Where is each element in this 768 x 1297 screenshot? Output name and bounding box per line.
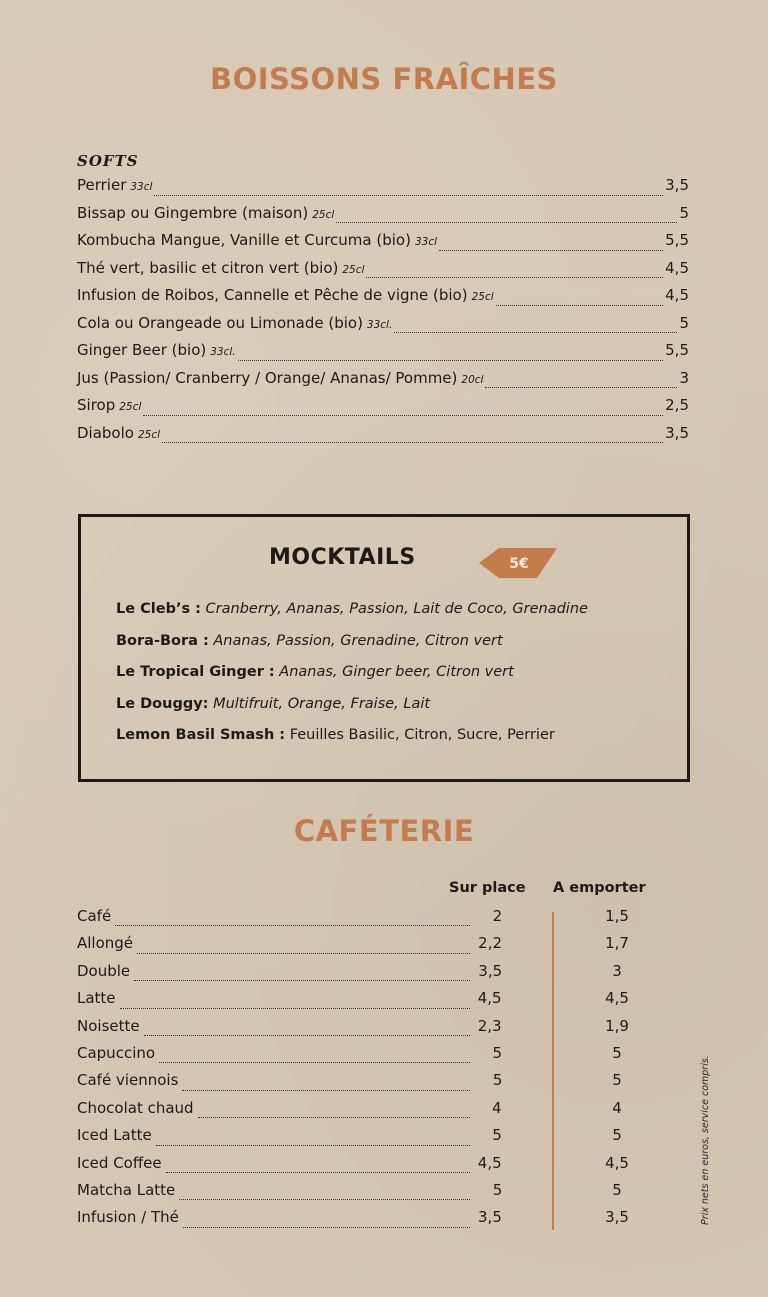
cafe-item-name: Matcha Latte: [77, 1180, 176, 1199]
dot-leader: [143, 415, 663, 416]
cafe-item: [77, 1099, 677, 1126]
dot-leader: [485, 387, 677, 388]
softs-list: [77, 176, 689, 451]
section-title-boissons: BOISSONS FRAÎCHES: [209, 62, 559, 96]
softs-item-name: Infusion de Roibos, Cannelle et Pêche de vigne (bio): [77, 286, 468, 304]
dot-leader: [162, 442, 663, 443]
price-badge-text: 5€: [509, 556, 529, 572]
softs-item-name: Thé vert, basilic et citron vert (bio): [77, 258, 339, 277]
mocktail-name: Lemon Basil Smash :: [116, 727, 286, 743]
dot-leader: [182, 1090, 470, 1091]
dot-leader: [166, 1172, 470, 1173]
mocktail-item: [116, 727, 588, 759]
softs-item-price: 3,5: [665, 176, 689, 194]
mocktail-name: Le Cleb’s :: [116, 601, 201, 617]
mocktail-ingredients: Multifruit, Orange, Fraise, Lait: [213, 695, 431, 712]
dot-leader: [394, 332, 677, 333]
cafe-item: [77, 1181, 677, 1208]
cafe-item-name: Chocolat chaud: [77, 1098, 194, 1117]
column-header-a-emporter: A emporter: [553, 880, 646, 896]
cafe-item-price-sur-place: 4: [492, 1098, 502, 1117]
cafe-item-price-sur-place: 3,5: [478, 961, 503, 980]
dot-leader: [144, 1035, 470, 1036]
softs-item: [77, 231, 689, 259]
cafe-item: [77, 1154, 677, 1181]
cafe-item-price-emporter: 3: [612, 961, 622, 980]
cafe-item-name: Double: [77, 961, 131, 980]
mocktail-ingredients: Ananas, Ginger beer, Citron vert: [279, 664, 514, 680]
mocktail-item: [116, 601, 588, 633]
softs-item-volume: 33cl.: [210, 346, 236, 358]
softs-item-price: 3,5: [665, 423, 689, 442]
softs-item-name: Ginger Beer (bio): [77, 341, 207, 359]
dot-leader: [120, 1008, 470, 1009]
softs-item-volume: 25cl: [119, 401, 142, 413]
cafe-item: [77, 1126, 677, 1153]
cafe-item-price-sur-place: 5: [492, 1043, 503, 1062]
cafe-item-name: Latte: [77, 989, 116, 1008]
softs-item-name: Bissap ou Gingembre (maison): [77, 203, 309, 222]
softs-item: [77, 176, 689, 204]
cafe-item-name: Infusion / Thé: [77, 1208, 179, 1227]
softs-item-name: Sirop: [77, 396, 116, 414]
dot-leader: [439, 250, 663, 251]
cafe-item-name: Café viennois: [77, 1071, 179, 1090]
dot-leader: [115, 925, 470, 926]
dot-leader: [238, 360, 664, 361]
cafe-item: [77, 1017, 677, 1044]
softs-item: [77, 204, 689, 232]
mocktail-ingredients: Feuilles Basilic, Citron, Sucre, Perrier: [289, 727, 555, 743]
cafe-item: [77, 934, 677, 961]
cafe-item: [77, 1071, 677, 1098]
cafe-item-price-sur-place: 2,3: [477, 1016, 502, 1035]
cafe-item-name: Café: [77, 907, 112, 925]
cafe-item: [77, 989, 677, 1016]
column-header-sur-place: Sur place: [449, 880, 526, 896]
cafe-item: [77, 962, 677, 989]
dot-leader: [156, 1145, 470, 1146]
softs-item: [77, 341, 689, 369]
cafe-list: [77, 907, 677, 1236]
dot-leader: [137, 953, 470, 954]
dot-leader: [154, 195, 663, 196]
cafe-item-name: Noisette: [77, 1016, 140, 1035]
softs-item-price: 3: [679, 368, 689, 387]
softs-item: [77, 286, 689, 314]
mocktail-item: [116, 696, 588, 728]
mocktail-item: [116, 633, 588, 665]
cafe-item-price-sur-place: 2,2: [478, 934, 503, 953]
dot-leader: [159, 1062, 470, 1063]
softs-item-name: Jus (Passion/ Cranberry / Orange/ Ananas/ Pomme): [77, 368, 458, 387]
softs-item-price: 2,5: [665, 396, 689, 414]
softs-item-price: 5,5: [665, 231, 689, 249]
cafe-item-price-emporter: 1,9: [605, 1016, 629, 1035]
cafe-item-price-emporter: 5: [612, 1180, 622, 1199]
cafe-item-price-emporter: 5: [612, 1126, 622, 1145]
cafe-item-price-emporter: 4,5: [605, 1153, 629, 1172]
dot-leader: [496, 305, 663, 306]
softs-item: [77, 369, 689, 397]
softs-item-volume: 25cl: [312, 208, 335, 221]
dot-leader: [134, 980, 470, 981]
mocktail-item: [116, 664, 588, 696]
softs-item: [77, 424, 689, 452]
dot-leader: [336, 222, 677, 223]
mocktail-ingredients: Cranberry, Ananas, Passion, Lait de Coco, Grenadine: [205, 601, 588, 617]
cafe-item-price-sur-place: 5: [492, 1126, 502, 1145]
dot-leader: [179, 1199, 470, 1200]
cafe-item-price-sur-place: 3,5: [478, 1208, 502, 1227]
softs-item-name: Kombucha Mangue, Vanille et Curcuma (bio): [77, 231, 411, 249]
mocktails-box: [78, 514, 690, 782]
mocktail-name: Le Tropical Ginger :: [116, 664, 275, 680]
dot-leader: [366, 277, 663, 278]
softs-item-price: 4,5: [665, 286, 689, 304]
cafe-item-price-emporter: 3,5: [605, 1208, 629, 1227]
mocktail-ingredients: Ananas, Passion, Grenadine, Citron vert: [213, 632, 503, 649]
softs-item-volume: 20cl: [461, 373, 484, 386]
dot-leader: [183, 1227, 470, 1228]
price-note: Prix nets en euros, service compris.: [700, 1055, 711, 1225]
softs-item-name: Perrier: [77, 176, 127, 194]
cafe-item: [77, 1044, 677, 1071]
cafe-item-price-sur-place: 4,5: [477, 1153, 502, 1172]
softs-item-volume: 25cl: [342, 263, 365, 276]
mocktails-list: [116, 601, 588, 759]
mocktails-title: MOCKTAILS: [269, 545, 416, 570]
cafe-item-price-emporter: 4: [612, 1098, 622, 1117]
softs-item: [77, 259, 689, 287]
cafe-item-name: Iced Latte: [77, 1126, 152, 1145]
cafe-item-price-emporter: 4,5: [605, 989, 629, 1008]
softs-item-price: 5: [679, 313, 689, 332]
softs-item-volume: 33cl.: [366, 318, 393, 331]
softs-item-price: 4,5: [665, 258, 689, 277]
cafe-item-price-sur-place: 4,5: [477, 989, 502, 1008]
cafe-item-price-emporter: 5: [612, 1071, 622, 1090]
cafe-item-name: Iced Coffee: [77, 1153, 162, 1172]
softs-item-volume: 33cl: [130, 181, 153, 193]
softs-item-price: 5: [679, 203, 689, 222]
softs-item-volume: 33cl: [414, 236, 438, 248]
cafe-item-price-emporter: 1,5: [605, 907, 629, 925]
softs-item-volume: 25cl: [137, 428, 161, 441]
section-title-cafeterie: CAFÉTERIE: [293, 814, 475, 848]
softs-item: [77, 314, 689, 342]
cafe-item-price-sur-place: 5: [492, 1180, 503, 1199]
cafe-item-price-sur-place: 5: [492, 1071, 503, 1090]
softs-item-name: Cola ou Orangeade ou Limonade (bio): [77, 313, 363, 332]
cafe-item: [77, 907, 677, 934]
price-badge: [479, 547, 557, 579]
mocktail-name: Bora-Bora :: [116, 632, 209, 649]
softs-label: SOFTS: [77, 152, 139, 170]
dot-leader: [198, 1117, 470, 1118]
cafe-item-price-emporter: 1,7: [605, 934, 629, 953]
mocktail-name: Le Douggy:: [116, 695, 209, 712]
cafe-item: [77, 1208, 677, 1235]
softs-item-name: Diabolo: [77, 423, 134, 442]
softs-item-volume: 25cl: [471, 291, 494, 303]
softs-item: [77, 396, 689, 424]
softs-item-price: 5,5: [665, 341, 689, 359]
cafe-item-name: Allongé: [77, 934, 134, 953]
cafe-item-name: Capuccino: [77, 1043, 156, 1062]
cafe-item-price-emporter: 5: [612, 1043, 622, 1062]
cafe-item-price-sur-place: 2: [492, 907, 503, 925]
